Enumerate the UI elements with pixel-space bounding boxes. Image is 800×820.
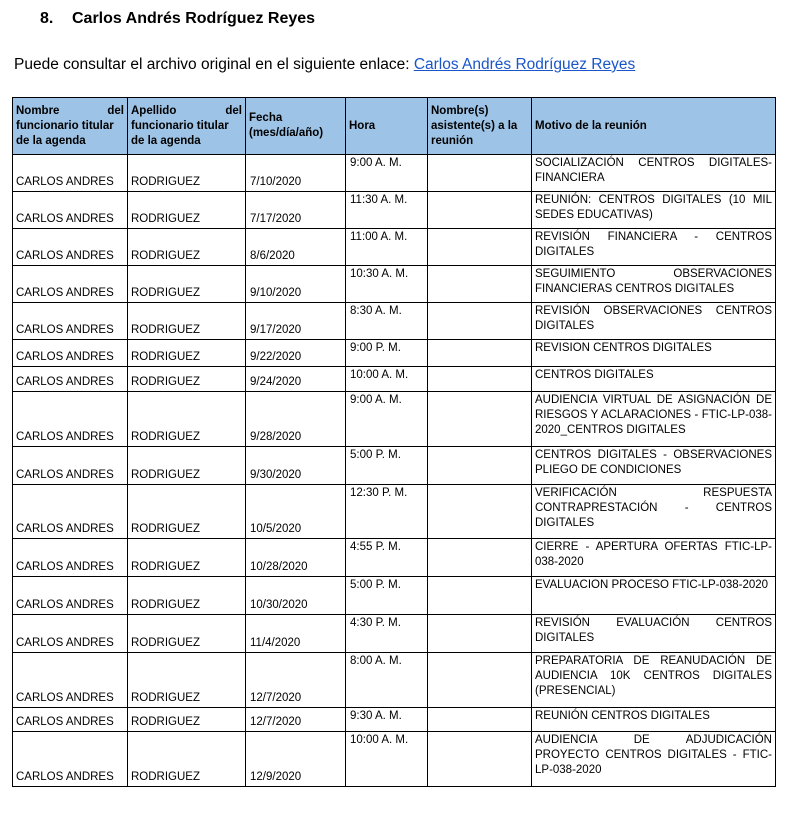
cell-motivo: SEGUIMIENTO OBSERVACIONES FINANCIERAS CENTROS DIGITALES (532, 266, 776, 303)
header-nombre: Nombre del funcionario titular de la agenda (13, 98, 128, 155)
cell-nombre: CARLOS ANDRES (13, 708, 128, 732)
table-row (13, 539, 776, 577)
cell-hora: 8:30 A. M. (346, 303, 428, 340)
cell-hora: 9:00 A. M. (346, 155, 428, 192)
cell-asistentes (428, 392, 532, 447)
section-title: Carlos Andrés Rodríguez Reyes (72, 10, 316, 27)
cell-apellido: RODRIGUEZ (128, 229, 246, 266)
cell-motivo: AUDIENCIA DE ADJUDICACIÓN PROYECTO CENTROS DIGITALES - FTIC-LP-038-2020 (532, 732, 776, 787)
original-file-link[interactable]: Carlos Andrés Rodríguez Reyes (413, 56, 636, 73)
cell-motivo: REUNIÓN CENTROS DIGITALES (532, 708, 776, 732)
cell-asistentes (428, 303, 532, 340)
cell-apellido: RODRIGUEZ (128, 615, 246, 653)
header-asistentes: Nombre(s) asistente(s) a la reunión (428, 98, 532, 155)
cell-nombre: CARLOS ANDRES (13, 266, 128, 303)
agenda-table-body (13, 155, 776, 787)
cell-apellido: RODRIGUEZ (128, 367, 246, 392)
cell-nombre: CARLOS ANDRES (13, 229, 128, 266)
header-hora: Hora (346, 98, 428, 155)
cell-fecha: 7/17/2020 (246, 192, 346, 229)
cell-apellido: RODRIGUEZ (128, 732, 246, 787)
cell-asistentes (428, 192, 532, 229)
intro-paragraph (14, 56, 635, 74)
cell-fecha: 12/7/2020 (246, 653, 346, 708)
cell-apellido: RODRIGUEZ (128, 447, 246, 485)
section-number: 8. (40, 10, 54, 27)
table-row (13, 229, 776, 266)
cell-motivo: VERIFICACIÓN RESPUESTA CONTRAPRESTACIÓN - CENTROS DIGITALES (532, 485, 776, 539)
cell-asistentes (428, 447, 532, 485)
table-row (13, 392, 776, 447)
table-row (13, 155, 776, 192)
cell-motivo: CENTROS DIGITALES (532, 367, 776, 392)
cell-hora: 5:00 P. M. (346, 447, 428, 485)
cell-asistentes (428, 340, 532, 367)
cell-fecha: 9/30/2020 (246, 447, 346, 485)
table-row (13, 577, 776, 615)
cell-hora: 11:30 A. M. (346, 192, 428, 229)
cell-hora: 12:30 P. M. (346, 485, 428, 539)
cell-nombre: CARLOS ANDRES (13, 447, 128, 485)
table-row (13, 485, 776, 539)
table-row (13, 266, 776, 303)
cell-hora: 10:00 A. M. (346, 367, 428, 392)
cell-fecha: 9/24/2020 (246, 367, 346, 392)
cell-apellido: RODRIGUEZ (128, 708, 246, 732)
cell-fecha: 9/10/2020 (246, 266, 346, 303)
cell-fecha: 10/30/2020 (246, 577, 346, 615)
cell-hora: 5:00 P. M. (346, 577, 428, 615)
table-row (13, 340, 776, 367)
cell-asistentes (428, 155, 532, 192)
cell-motivo: REVISIÓN EVALUACIÓN CENTROS DIGITALES (532, 615, 776, 653)
table-row (13, 732, 776, 787)
cell-motivo: PREPARATORIA DE REANUDACIÓN DE AUDIENCIA 10K CENTROS DIGITALES (PRESENCIAL) (532, 653, 776, 708)
cell-nombre: CARLOS ANDRES (13, 653, 128, 708)
cell-asistentes (428, 266, 532, 303)
table-row (13, 303, 776, 340)
cell-nombre: CARLOS ANDRES (13, 392, 128, 447)
cell-apellido: RODRIGUEZ (128, 340, 246, 367)
header-motivo: Motivo de la reunión (532, 98, 776, 155)
table-row (13, 192, 776, 229)
header-apellido: Apellido del funcionario titular de la agenda (128, 98, 246, 155)
cell-nombre: CARLOS ANDRES (13, 367, 128, 392)
cell-motivo: REUNIÓN: CENTROS DIGITALES (10 MIL SEDES EDUCATIVAS) (532, 192, 776, 229)
cell-hora: 8:00 A. M. (346, 653, 428, 708)
agenda-table (12, 97, 776, 787)
cell-motivo: CIERRE - APERTURA OFERTAS FTIC-LP-038-2020 (532, 539, 776, 577)
cell-nombre: CARLOS ANDRES (13, 539, 128, 577)
header-fecha: Fecha (mes/día/año) (246, 98, 346, 155)
cell-nombre: CARLOS ANDRES (13, 615, 128, 653)
cell-asistentes (428, 539, 532, 577)
cell-asistentes (428, 577, 532, 615)
cell-asistentes (428, 367, 532, 392)
cell-nombre: CARLOS ANDRES (13, 155, 128, 192)
cell-asistentes (428, 732, 532, 787)
cell-motivo: REVISION CENTROS DIGITALES (532, 340, 776, 367)
cell-apellido: RODRIGUEZ (128, 155, 246, 192)
cell-fecha: 12/7/2020 (246, 708, 346, 732)
section-heading (40, 10, 315, 28)
cell-asistentes (428, 653, 532, 708)
cell-asistentes (428, 708, 532, 732)
cell-fecha: 11/4/2020 (246, 615, 346, 653)
cell-motivo: EVALUACION PROCESO FTIC-LP-038-2020 (532, 577, 776, 615)
cell-fecha: 7/10/2020 (246, 155, 346, 192)
cell-apellido: RODRIGUEZ (128, 192, 246, 229)
cell-apellido: RODRIGUEZ (128, 485, 246, 539)
cell-apellido: RODRIGUEZ (128, 539, 246, 577)
table-row (13, 615, 776, 653)
cell-hora: 9:00 P. M. (346, 340, 428, 367)
cell-apellido: RODRIGUEZ (128, 303, 246, 340)
cell-motivo: REVISIÓN FINANCIERA - CENTROS DIGITALES (532, 229, 776, 266)
intro-text: Puede consultar el archivo original en el siguiente enlace: (14, 56, 414, 73)
cell-motivo: REVISIÓN OBSERVACIONES CENTROS DIGITALES (532, 303, 776, 340)
table-header-row (13, 98, 776, 155)
cell-fecha: 10/28/2020 (246, 539, 346, 577)
table-row (13, 447, 776, 485)
table-row (13, 708, 776, 732)
table-row (13, 367, 776, 392)
cell-fecha: 12/9/2020 (246, 732, 346, 787)
cell-apellido: RODRIGUEZ (128, 653, 246, 708)
cell-fecha: 9/17/2020 (246, 303, 346, 340)
cell-nombre: CARLOS ANDRES (13, 485, 128, 539)
cell-hora: 4:55 P. M. (346, 539, 428, 577)
cell-apellido: RODRIGUEZ (128, 392, 246, 447)
cell-hora: 4:30 P. M. (346, 615, 428, 653)
cell-nombre: CARLOS ANDRES (13, 340, 128, 367)
cell-nombre: CARLOS ANDRES (13, 192, 128, 229)
cell-hora: 9:00 A. M. (346, 392, 428, 447)
cell-asistentes (428, 615, 532, 653)
cell-hora: 11:00 A. M. (346, 229, 428, 266)
cell-nombre: CARLOS ANDRES (13, 303, 128, 340)
cell-apellido: RODRIGUEZ (128, 266, 246, 303)
table-row (13, 653, 776, 708)
cell-fecha: 8/6/2020 (246, 229, 346, 266)
cell-fecha: 10/5/2020 (246, 485, 346, 539)
cell-motivo: AUDIENCIA VIRTUAL DE ASIGNACIÓN DE RIESGOS Y ACLARACIONES - FTIC-LP-038- 2020_CENTROS DIGITALES (532, 392, 776, 447)
cell-asistentes (428, 485, 532, 539)
cell-hora: 10:00 A. M. (346, 732, 428, 787)
cell-motivo: CENTROS DIGITALES - OBSERVACIONES PLIEGO DE CONDICIONES (532, 447, 776, 485)
cell-asistentes (428, 229, 532, 266)
cell-apellido: RODRIGUEZ (128, 577, 246, 615)
cell-hora: 9:30 A. M. (346, 708, 428, 732)
cell-hora: 10:30 A. M. (346, 266, 428, 303)
cell-nombre: CARLOS ANDRES (13, 577, 128, 615)
cell-nombre: CARLOS ANDRES (13, 732, 128, 787)
cell-motivo: SOCIALIZACIÓN CENTROS DIGITALES-FINANCIERA (532, 155, 776, 192)
cell-fecha: 9/28/2020 (246, 392, 346, 447)
cell-fecha: 9/22/2020 (246, 340, 346, 367)
